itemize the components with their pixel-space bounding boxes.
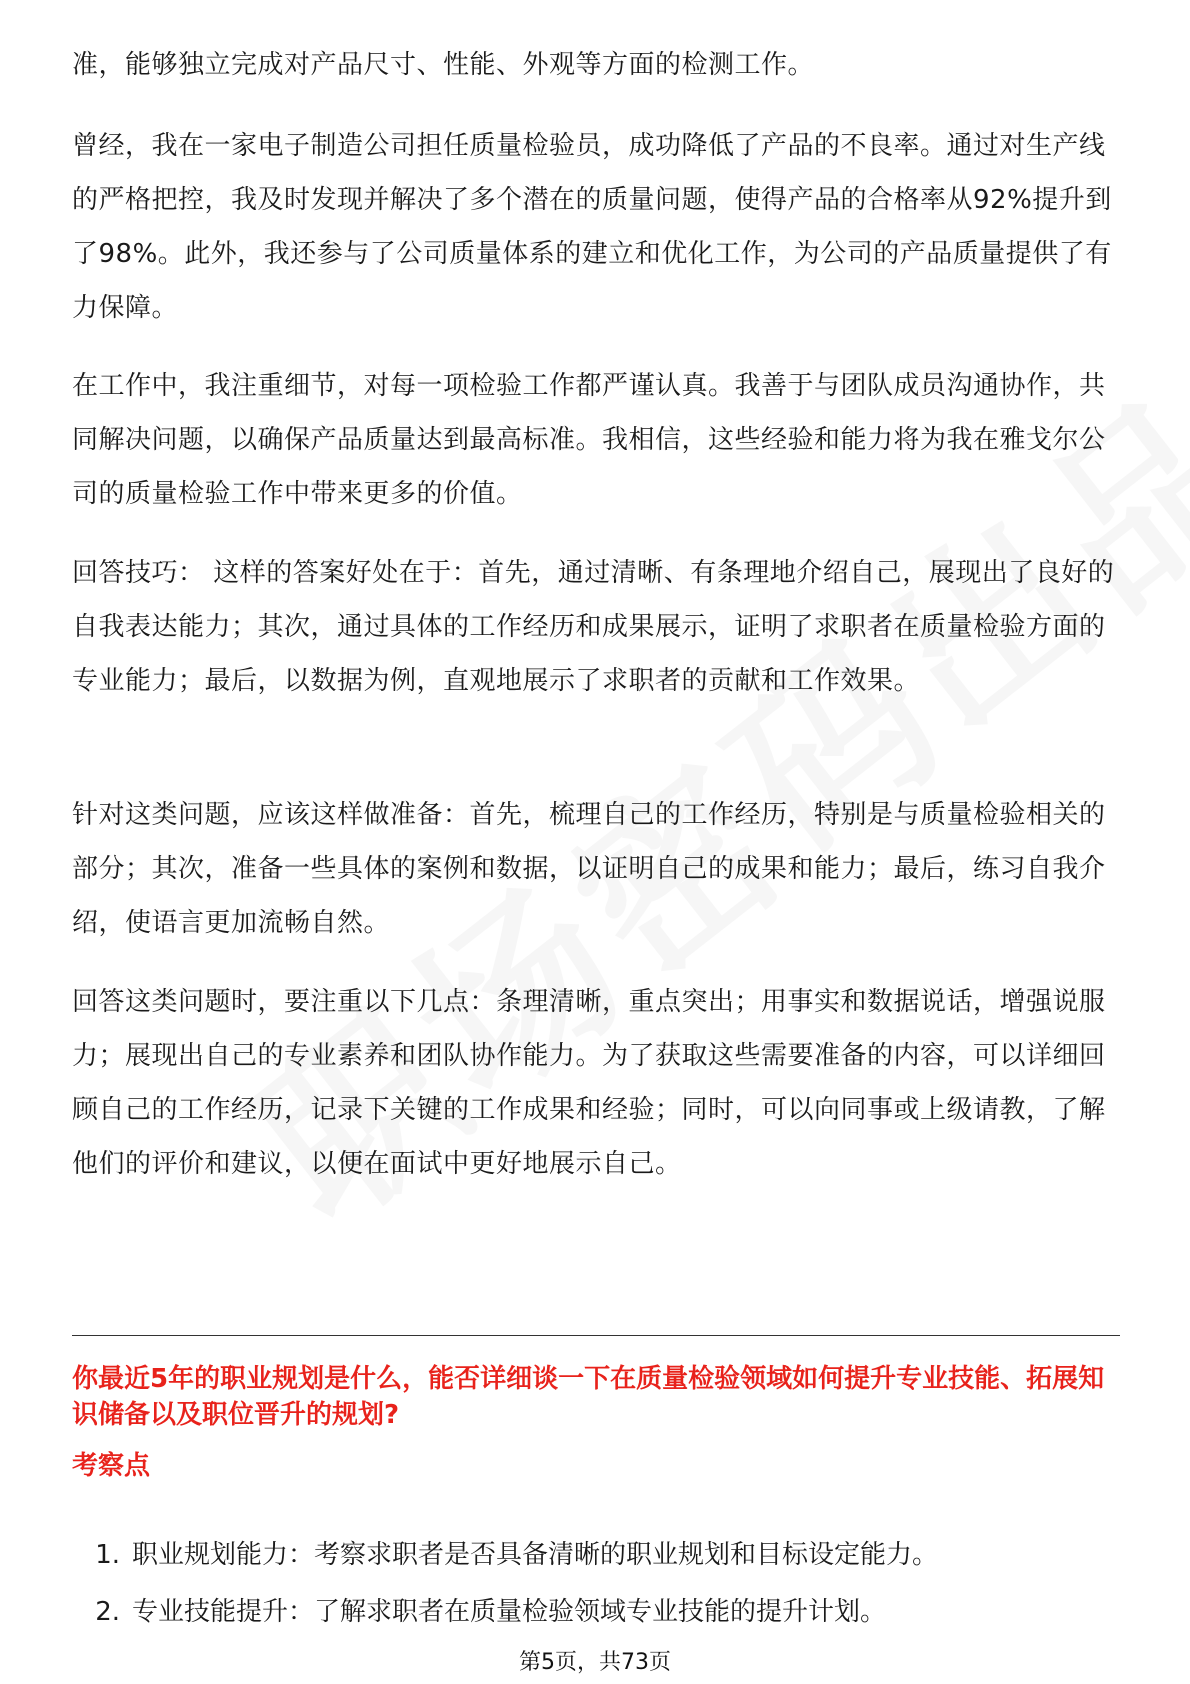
paragraph-3: 在工作中，我注重细节，对每一项检验工作都严谨认真。我善于与团队成员沟通协作，共同解决问题，以确保产品质量达到最高标准。我相信，这些经验和能力将为我在雅戈尔公司的质量检验工作中带来更多的价值。 [72, 371, 1106, 509]
list-number: 2. [95, 1597, 120, 1627]
section-heading: 考察点 [72, 1451, 151, 1481]
list-text: 职业规划能力：考察求职者是否具备清晰的职业规划和目标设定能力。 [132, 1540, 939, 1570]
list-item [72, 1527, 1122, 1584]
paragraph-1: 准，能够独立完成对产品尺寸、性能、外观等方面的检测工作。 [72, 50, 815, 80]
list-text: 专业技能提升：了解求职者在质量检验领域专业技能的提升计划。 [132, 1597, 887, 1627]
list-item [72, 1584, 1122, 1641]
assessment-points-list [72, 1527, 1122, 1641]
section-divider [72, 1335, 1120, 1336]
paragraph-4-answer-tips: 回答技巧： 这样的答案好处在于：首先，通过清晰、有条理地介绍自己，展现出了良好的自我表达能力；其次，通过具体的工作经历和成果展示，证明了求职者在质量检验方面的专业能力；最后，以数据为例，直观地展示了求职者的贡献和工作效果。 [72, 558, 1115, 696]
page-footer: 第5页，共73页 [519, 1650, 671, 1675]
list-number: 1. [95, 1540, 120, 1570]
paragraph-6-key-points: 回答这类问题时，要注重以下几点：条理清晰，重点突出；用事实和数据说话，增强说服力；展现出自己的专业素养和团队协作能力。为了获取这些需要准备的内容，可以详细回顾自己的工作经历，记录下关键的工作成果和经验；同时，可以向同事或上级请教，了解他们的评价和建议，以便在面试中更好地展示自己。 [72, 987, 1106, 1179]
interview-question: 你最近5年的职业规划是什么，能否详细谈一下在质量检验领域如何提升专业技能、拓展知识储备以及职位晋升的规划? [72, 1364, 1105, 1430]
paragraph-5-preparation: 针对这类问题，应该这样做准备：首先，梳理自己的工作经历，特别是与质量检验相关的部分；其次，准备一些具体的案例和数据，以证明自己的成果和能力；最后，练习自我介绍，使语言更加流畅自然。 [72, 800, 1106, 938]
paragraph-2: 曾经，我在一家电子制造公司担任质量检验员，成功降低了产品的不良率。通过对生产线的严格把控，我及时发现并解决了多个潜在的质量问题，使得产品的合格率从92%提升到了98%。此外，我还参与了公司质量体系的建立和优化工作，为公司的产品质量提供了有力保障。 [72, 131, 1112, 323]
